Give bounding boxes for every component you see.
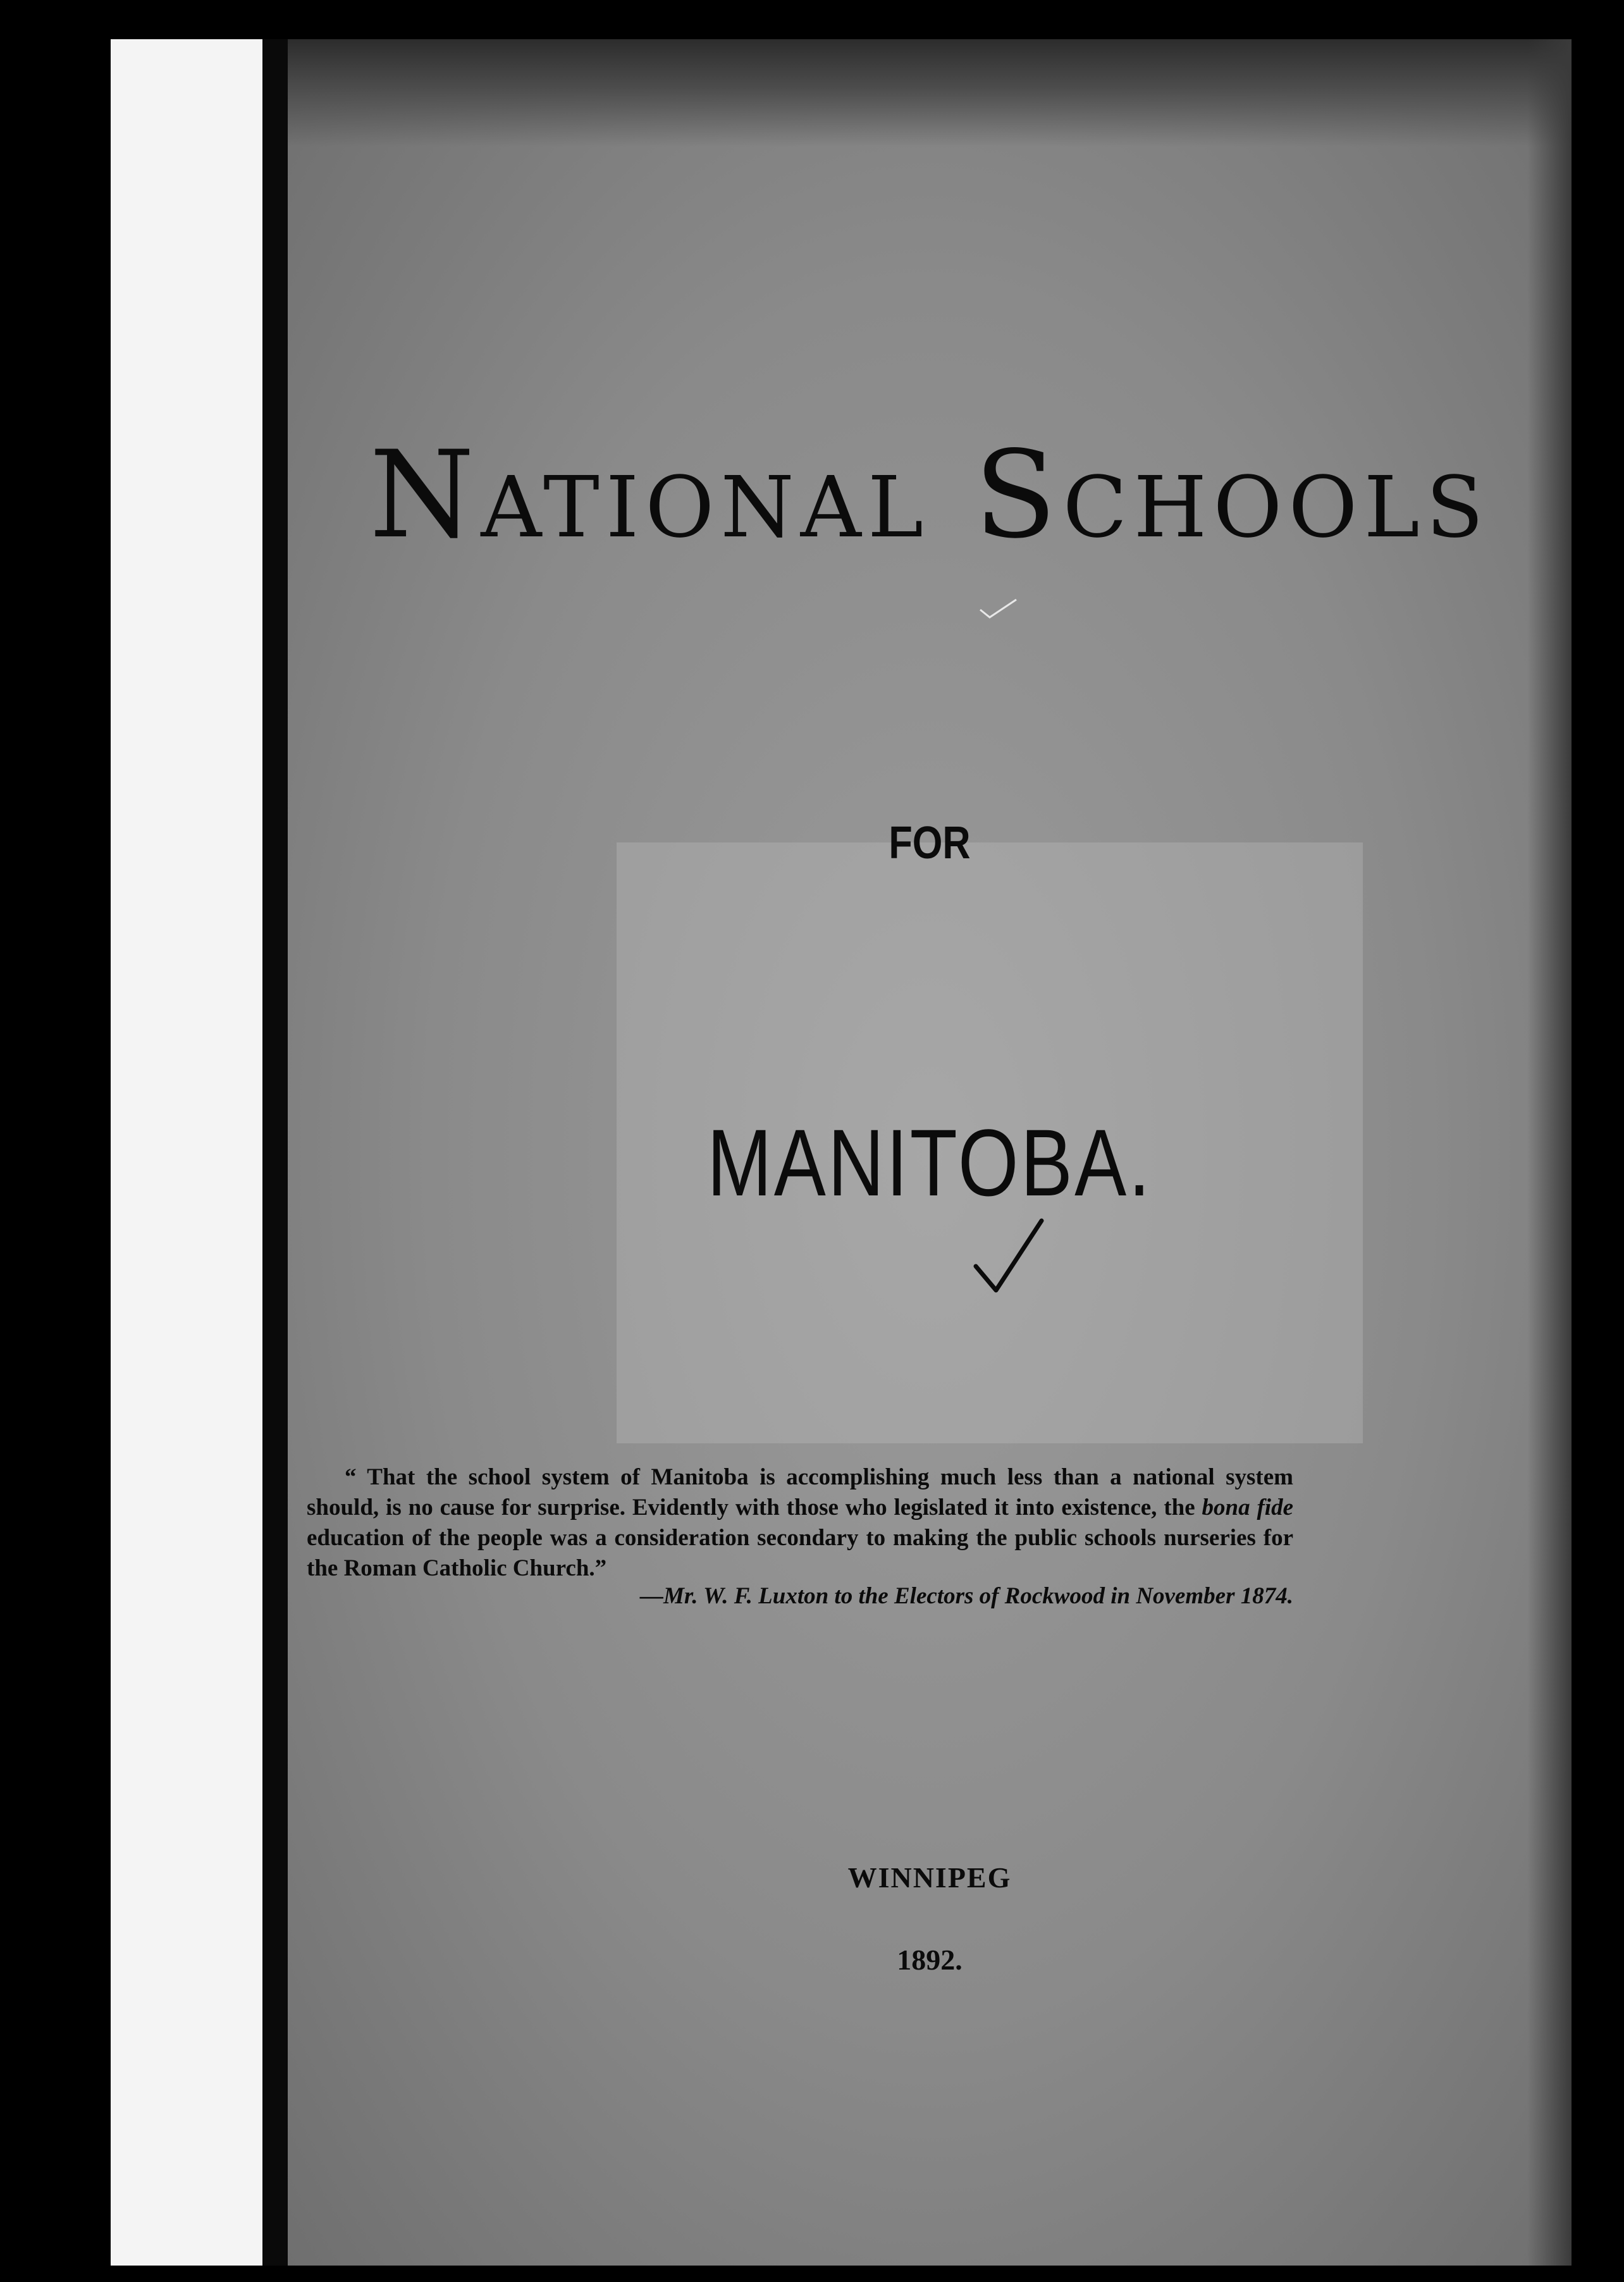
book-spine <box>262 39 291 2266</box>
top-stain <box>288 39 1572 147</box>
quote-text-1: “ That the school system of Manitoba is accomplishing much less than a national system should, is no cause for surprise. Evidently with those who legislated it into existence, the <box>307 1464 1293 1520</box>
imprint-city: WINNIPEG <box>847 1861 1012 1894</box>
cover-title: National Schools <box>369 425 1490 565</box>
pencil-tick-mark <box>977 596 1021 621</box>
cover-for: FOR <box>889 818 971 868</box>
quote-italic: bona fide <box>1202 1495 1294 1520</box>
pamphlet-cover <box>288 39 1572 2266</box>
quote-text-2: education of the people was a consideration secondary to making the public schools nurseries for the Roman Catholic Church.” <box>307 1525 1293 1581</box>
epigraph-quote <box>307 1462 1293 1584</box>
left-margin-strip <box>111 39 262 2266</box>
quote-attribution: —Mr. W. F. Luxton to the Electors of Rockwood in November 1874. <box>639 1583 1293 1609</box>
imprint-year: 1892. <box>897 1944 963 1976</box>
cover-place: MANITOBA. <box>707 1109 1152 1216</box>
handwritten-checkmark <box>971 1216 1047 1298</box>
right-edge-shadow <box>1527 39 1572 2266</box>
